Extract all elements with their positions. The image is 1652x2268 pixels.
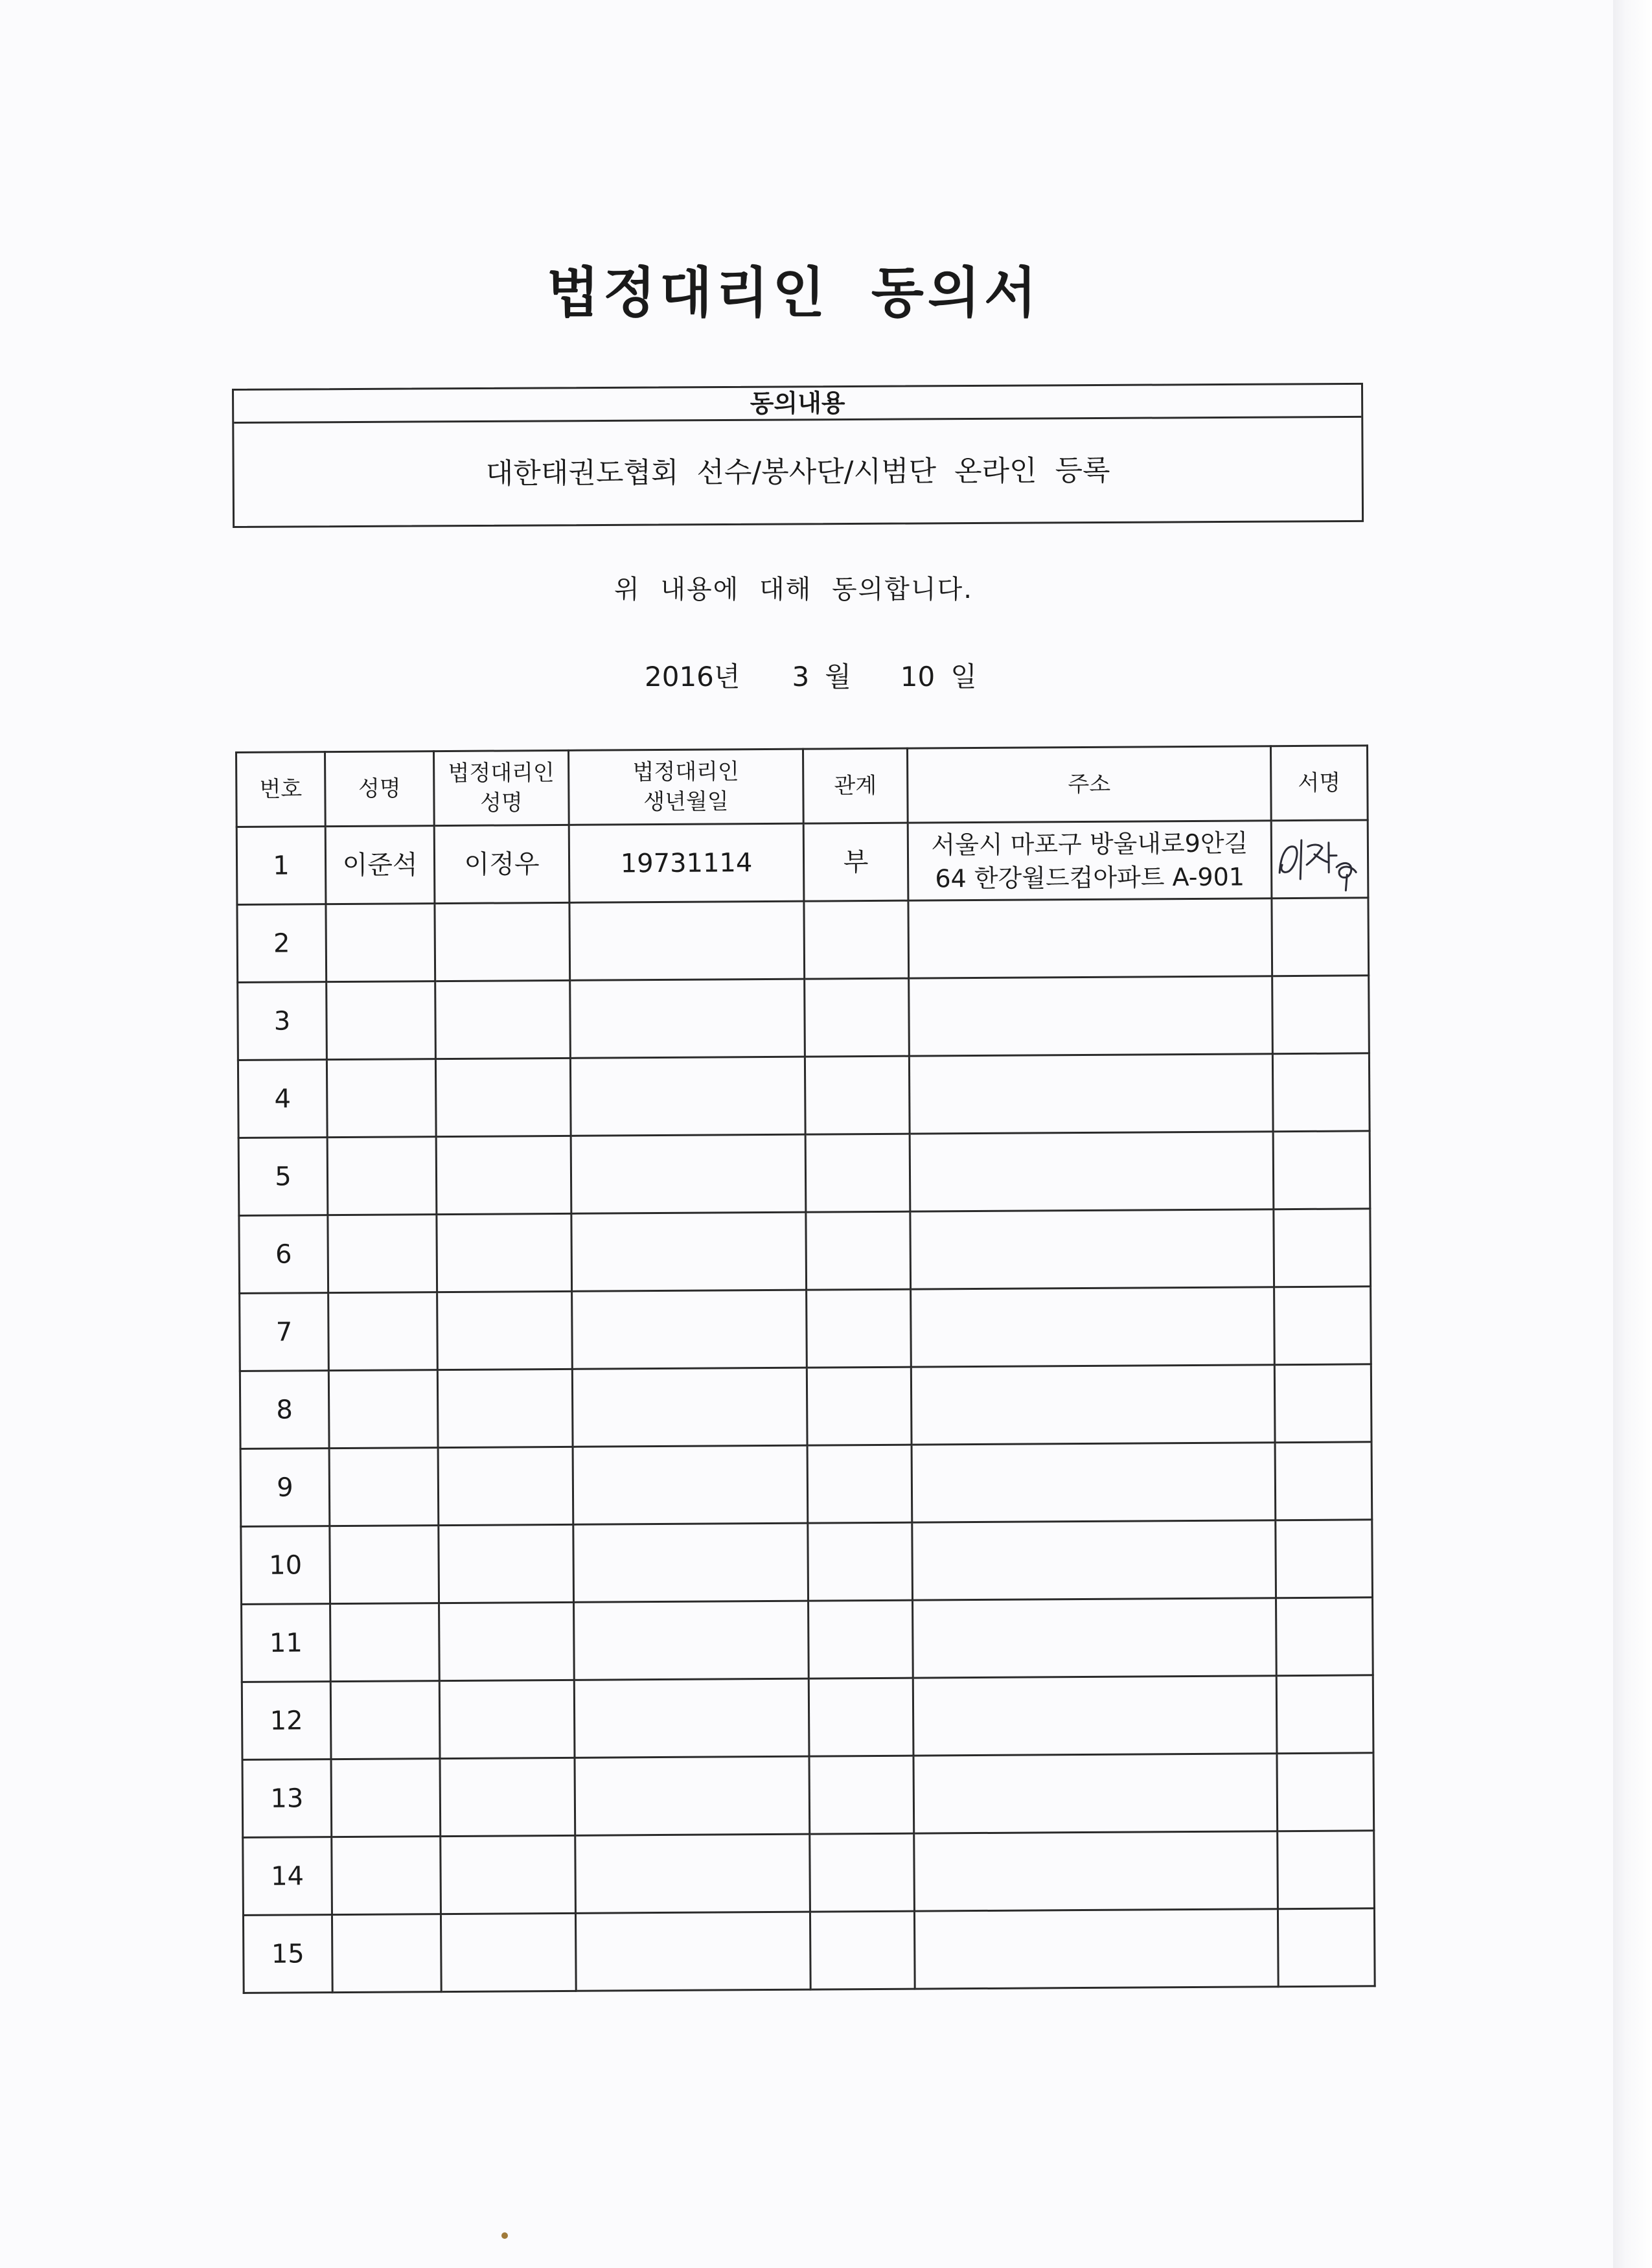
cell-address (908, 899, 1272, 978)
cell-relation (805, 1134, 910, 1212)
cell-relation (809, 1756, 914, 1834)
cell-guardian-name: 이정우 (434, 825, 569, 903)
cell-no: 2 (237, 904, 327, 983)
date-month-value: 3 (792, 661, 810, 693)
cell-name (331, 1759, 441, 1837)
cell-signature (1274, 1287, 1371, 1365)
cell-no: 6 (239, 1215, 328, 1294)
cell-name (330, 1526, 439, 1604)
cell-no: 10 (241, 1526, 330, 1605)
table-row (240, 1364, 1371, 1449)
table-row (238, 976, 1370, 1060)
cell-name (328, 1370, 438, 1449)
cell-name (330, 1603, 440, 1682)
cell-address (913, 1598, 1277, 1678)
cell-signature (1278, 1831, 1375, 1909)
cell-address (910, 1132, 1274, 1211)
consent-content-header: 동의내용 (234, 385, 1361, 424)
cell-relation (807, 1289, 912, 1368)
guardian-table (235, 744, 1376, 1994)
cell-guardian-birth (575, 1756, 810, 1835)
header-guardian-name: 법정대리인 성명 (434, 750, 569, 825)
cell-guardian-name (437, 1369, 573, 1447)
cell-relation (806, 1211, 911, 1290)
header-signature: 서명 (1270, 746, 1368, 821)
cell-guardian-name (435, 902, 570, 981)
cell-no: 7 (240, 1293, 329, 1371)
cell-guardian-birth (571, 1212, 807, 1291)
date-day-value: 10 (900, 661, 935, 693)
cell-address (912, 1443, 1276, 1522)
table-row (240, 1287, 1371, 1371)
cell-guardian-birth (572, 1368, 807, 1447)
cell-name (329, 1448, 439, 1526)
cell-guardian-name (439, 1680, 575, 1758)
handwritten-signature (1274, 827, 1366, 892)
table-row (239, 1209, 1371, 1294)
cell-name (327, 1059, 436, 1138)
cell-guardian-name (436, 1136, 571, 1214)
cell-no: 15 (243, 1915, 332, 1993)
cell-relation (805, 978, 910, 1057)
cell-signature (1278, 1908, 1375, 1987)
date-year: 2016년 (645, 661, 740, 693)
table-row (242, 1598, 1373, 1682)
cell-address (911, 1365, 1275, 1445)
cell-no: 11 (242, 1604, 331, 1682)
cell-signature (1274, 1364, 1371, 1443)
cell-signature (1274, 1209, 1371, 1287)
cell-relation (809, 1678, 913, 1756)
cell-relation (810, 1911, 915, 1989)
table-row (236, 820, 1368, 905)
cell-signature (1275, 1442, 1372, 1520)
cell-no: 3 (238, 982, 327, 1060)
scan-speck (501, 2232, 508, 2239)
cell-address (909, 976, 1273, 1056)
table-row (242, 1753, 1374, 1838)
cell-guardian-birth (574, 1601, 809, 1680)
cell-no: 9 (240, 1449, 330, 1527)
cell-address (913, 1754, 1278, 1833)
table-row (240, 1442, 1372, 1527)
table-row (238, 1131, 1370, 1216)
date-day-label: 일 (950, 661, 977, 693)
cell-no: 8 (240, 1371, 329, 1449)
cell-name (327, 981, 436, 1060)
cell-guardian-name (435, 1058, 571, 1136)
cell-guardian-name (441, 1913, 576, 1991)
cell-guardian-birth (573, 1445, 808, 1524)
cell-guardian-birth (570, 979, 805, 1058)
cell-no: 5 (238, 1138, 328, 1216)
header-relation: 관계 (803, 748, 908, 823)
cell-signature (1276, 1598, 1373, 1676)
cell-name (332, 1914, 441, 1993)
table-row (242, 1675, 1373, 1760)
cell-relation (809, 1600, 913, 1678)
cell-address: 서울시 마포구 방울내로9안길 64 한강월드컵아파트 A-901 (908, 821, 1272, 900)
consent-date (645, 656, 977, 694)
cell-address (910, 1209, 1274, 1289)
cell-signature (1273, 1131, 1370, 1209)
cell-name (326, 904, 435, 982)
header-name: 성명 (325, 751, 435, 827)
cell-relation (807, 1445, 912, 1523)
cell-address (912, 1520, 1276, 1600)
cell-no: 1 (236, 827, 326, 905)
cell-signature (1272, 1053, 1370, 1132)
date-month-label: 월 (825, 661, 851, 693)
cell-relation (808, 1522, 913, 1601)
cell-signature (1272, 898, 1369, 976)
cell-signature (1277, 1753, 1374, 1831)
cell-guardian-name (441, 1835, 576, 1914)
consent-content-text: 대한태권도협회 선수/봉사단/시범단 온라인 등록 (485, 453, 1110, 490)
cell-guardian-name (440, 1758, 575, 1836)
cell-relation (807, 1367, 912, 1445)
table-row (237, 898, 1369, 983)
cell-signature (1272, 976, 1370, 1054)
header-address: 주소 (907, 746, 1271, 823)
table-row (243, 1831, 1375, 1916)
cell-name (330, 1681, 440, 1759)
table-row (241, 1520, 1373, 1605)
consent-content-box (232, 383, 1364, 528)
table-row (243, 1908, 1375, 1993)
cell-address (914, 1831, 1278, 1911)
cell-address (913, 1676, 1277, 1756)
cell-name: 이준석 (325, 826, 435, 904)
cell-name (327, 1137, 437, 1215)
cell-no: 4 (238, 1060, 327, 1138)
cell-signature (1271, 820, 1368, 899)
cell-guardian-name (438, 1447, 573, 1525)
cell-guardian-birth (573, 1523, 809, 1602)
cell-no: 13 (242, 1759, 332, 1838)
cell-guardian-name (439, 1602, 575, 1680)
table-row (238, 1053, 1370, 1138)
cell-guardian-name (437, 1291, 573, 1369)
table-body (236, 820, 1375, 1993)
cell-name (328, 1292, 438, 1371)
cell-no: 14 (243, 1837, 332, 1916)
cell-guardian-birth: 19731114 (569, 823, 804, 902)
cell-guardian-birth (575, 1912, 810, 1991)
cell-signature (1276, 1520, 1373, 1598)
cell-relation (805, 1056, 910, 1134)
header-number: 번호 (236, 752, 326, 827)
cell-guardian-birth (570, 1057, 805, 1136)
cell-guardian-name (439, 1524, 574, 1603)
cell-address (911, 1287, 1275, 1367)
cell-guardian-birth (572, 1290, 807, 1369)
cell-address (909, 1054, 1273, 1134)
cell-guardian-birth (571, 1134, 806, 1213)
cell-address (914, 1909, 1278, 1989)
cell-guardian-name (437, 1213, 572, 1292)
cell-name (328, 1215, 437, 1293)
cell-guardian-birth (575, 1834, 810, 1913)
header-guardian-birth: 법정대리인 생년월일 (568, 749, 803, 825)
document-title: 법정대리인 동의서 (546, 261, 1041, 325)
scan-edge-shadow (1613, 0, 1652, 2268)
cell-guardian-name (435, 980, 571, 1059)
cell-guardian-birth (569, 901, 805, 980)
table-header-row (236, 746, 1368, 827)
cell-guardian-birth (574, 1678, 809, 1758)
cell-relation: 부 (803, 823, 908, 901)
cell-relation (810, 1833, 915, 1912)
cell-name (332, 1837, 441, 1915)
cell-relation (804, 900, 909, 979)
agreement-statement: 위 내용에 대해 동의합니다. (614, 575, 973, 604)
cell-no: 12 (242, 1682, 331, 1760)
cell-signature (1276, 1675, 1373, 1754)
